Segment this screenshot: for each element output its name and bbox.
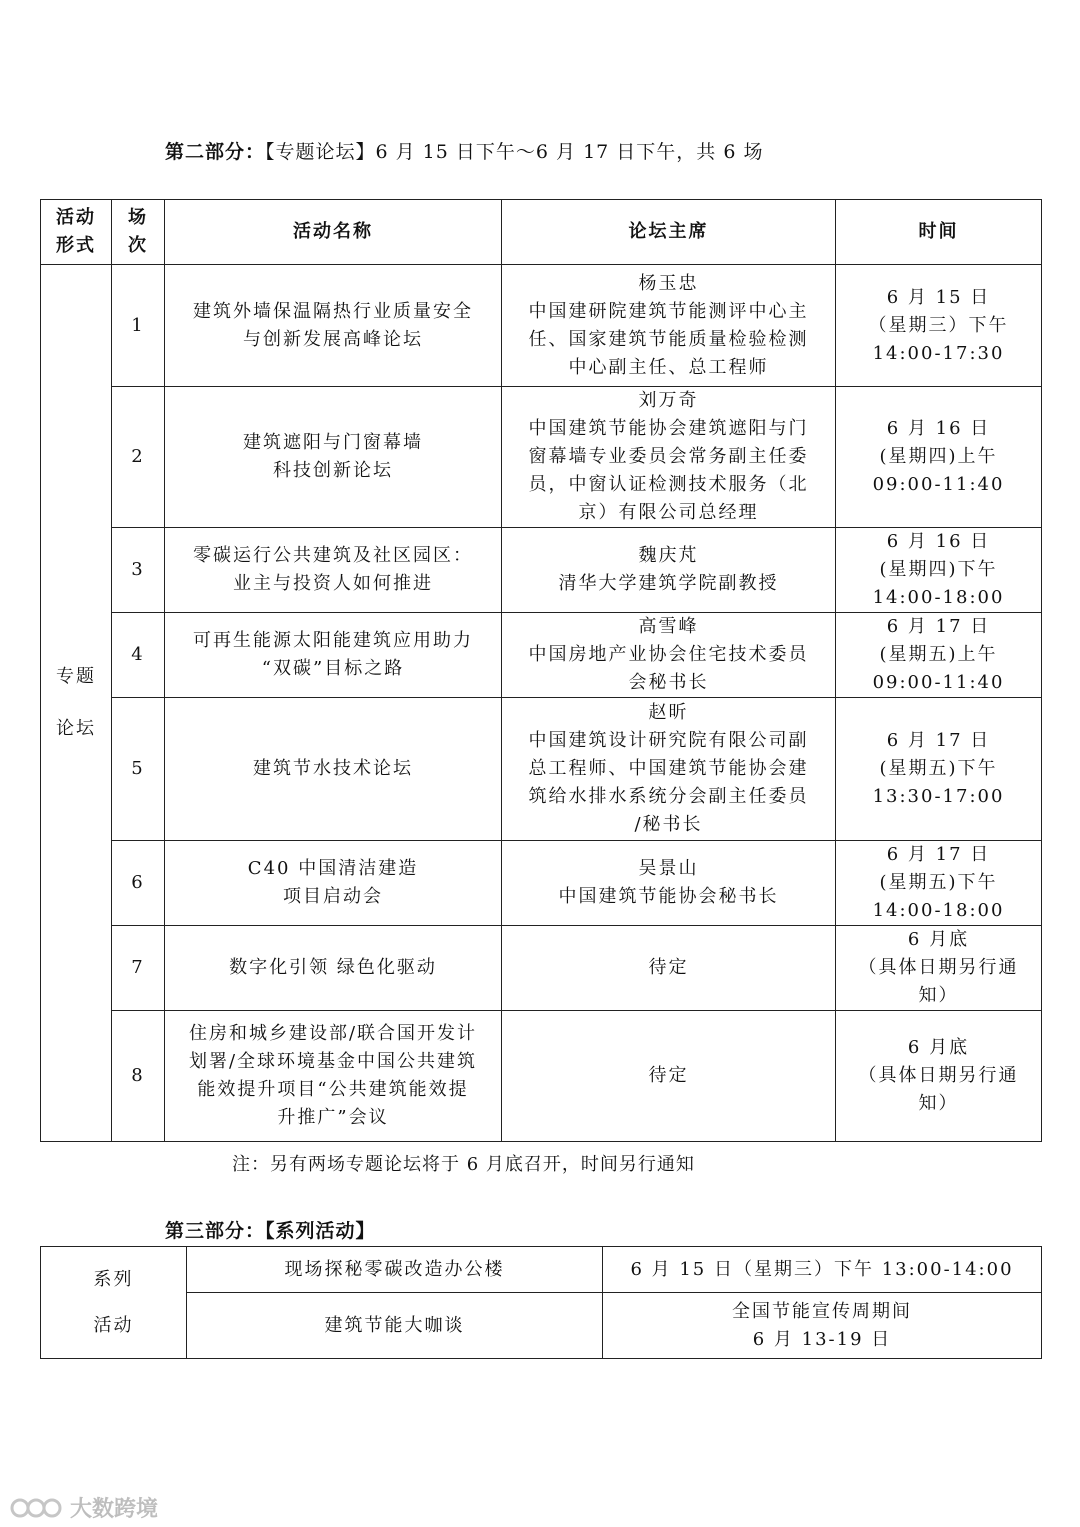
part3-label: 第三部分： [165,1220,266,1242]
forum-chair-cell-line: 窗幕墙专业委员会常务副主任委 [528,446,809,467]
forum-chair-cell [502,265,836,387]
header-session [112,200,165,265]
session-number: 2 [112,387,165,528]
session-number: 4 [112,613,165,698]
forum-header-row [41,200,1042,265]
forum-chair-cell [502,528,836,613]
forum-time-cell-line: 6 月 16 日 [886,531,991,552]
forum-name-cell [165,613,502,698]
forum-time-cell [836,926,1042,1011]
forum-form-line: 专题 [56,666,96,687]
forum-name-cell [165,926,502,1011]
forum-name-cell [165,265,502,387]
session-number: 8 [112,1011,165,1142]
forum-row [41,613,1042,698]
forum-chair-cell [502,1011,836,1142]
forum-time-cell-line: 13:30-17:00 [872,786,1005,807]
part2-label: 第二部分： [165,141,266,163]
series-row [41,1293,1042,1359]
forum-name-cell-line: 科技创新论坛 [273,460,393,481]
forum-time-cell-line: (星期四)下午 [879,559,998,580]
forum-time-cell-line: 09:00-11:40 [872,672,1005,693]
watermark-text: 大数跨境 [70,1497,159,1522]
forum-chair-cell-line: 中心副主任、总工程师 [568,356,769,378]
forum-time-cell [836,841,1042,926]
series-category-line: 系列 [93,1268,134,1290]
forum-name-cell [165,1011,502,1142]
series-time-line: 全国节能宣传周期间 [732,1300,912,1322]
forum-name-cell-line: 建筑遮阳与门窗幕墙 [243,432,423,453]
forum-time-cell-line: 09:00-11:40 [872,474,1005,495]
part3-heading [165,1216,376,1243]
series-row [41,1247,1042,1293]
series-category-line: 活动 [93,1314,134,1336]
session-number: 1 [112,265,165,387]
forum-chair-cell [502,613,836,698]
forum-time-cell-line: 6 月 16 日 [886,418,991,439]
session-number: 5 [112,698,165,841]
forum-chair-cell-line: 中国建筑设计研究院有限公司副 [528,730,809,751]
forum-note: 注：另有两场专题论坛将于 6 月底召开，时间另行通知 [232,1154,695,1175]
series-time [603,1247,1042,1293]
forum-time-cell-line: 6 月 17 日 [886,844,991,865]
forum-time-cell-line: (星期五)下午 [879,872,998,893]
forum-chair-cell [502,841,836,926]
session-number: 6 [112,841,165,926]
forum-chair-cell-line: 总工程师、中国建筑节能协会建 [528,758,809,779]
forum-name-cell-line: 与创新发展高峰论坛 [243,328,423,350]
forum-name-cell-line: C40 中国清洁建造 [247,858,419,879]
header-time: 时间 [836,200,1042,265]
forum-name-cell-line: 可再生能源太阳能建筑应用助力 [193,630,473,651]
forum-row [41,387,1042,528]
forum-form-cell [41,265,112,1142]
forum-row [41,698,1042,841]
forum-time-cell-line: 知） [918,985,959,1006]
header-name: 活动名称 [165,200,502,265]
forum-time-cell [836,698,1042,841]
forum-chair-cell-line: 员，中窗认证检测技术服务（北 [528,474,809,495]
watermark [10,1492,158,1523]
forum-chair-cell-line: /秘书长 [634,814,703,835]
forum-time-cell-line: 14:00-18:00 [872,900,1005,921]
forum-time-cell-line: （星期三）下午 [868,314,1009,336]
forum-time-cell-line: (星期五)下午 [879,758,998,779]
forum-chair-cell-line: 吴景山 [638,858,699,879]
forum-time-cell-line: 6 月底 [907,929,970,950]
header-form-line: 形式 [56,235,96,256]
part3-description: 【系列活动】 [265,1220,376,1242]
series-time-line: 6 月 13-19 日 [752,1328,892,1350]
forum-time-cell-line: （具体日期另行通 [858,1065,1019,1086]
forum-chair-cell-line: 中国房地产业协会住宅技术委员 [528,644,809,665]
forum-time-cell-line: 6 月底 [907,1037,970,1058]
forum-row [41,528,1042,613]
forum-time-cell-line: 14:00-18:00 [872,587,1005,608]
series-category-cell [41,1247,187,1359]
series-time-line: 6 月 15 日（星期三）下午 13:00-14:00 [630,1258,1014,1280]
forum-time-cell-line: （具体日期另行通 [858,957,1019,978]
header-session-line: 场 [128,207,148,228]
series-activity: 建筑节能大咖谈 [187,1293,603,1359]
forum-chair-cell-line: 中国建研院建筑节能测评中心主 [528,300,809,322]
forum-time-cell [836,613,1042,698]
forum-chair-cell-line: 清华大学建筑学院副教授 [558,573,779,594]
part2-heading [165,137,763,164]
forum-chair-cell-line: 魏庆芃 [638,545,699,566]
forum-chair-cell-line: 筑给水排水系统分会副主任委员 [528,786,809,807]
forum-chair-cell-line: 中国建筑节能协会秘书长 [558,886,779,907]
forum-name-cell-line: 零碳运行公共建筑及社区园区： [193,545,473,566]
forum-chair-cell-line: 赵昕 [648,702,689,723]
forum-name-cell-line: 升推广”会议 [277,1107,389,1128]
header-form-line: 活动 [56,207,96,228]
forum-row [41,926,1042,1011]
forum-time-cell-line: 14:00-17:30 [872,342,1005,364]
forum-name-cell-line: 能效提升项目“公共建筑能效提 [197,1079,469,1100]
header-session-line: 次 [128,235,148,256]
header-form [41,200,112,265]
forum-time-cell-line: 6 月 17 日 [886,730,991,751]
forum-time-cell-line: 知） [918,1093,959,1114]
forum-chair-cell [502,926,836,1011]
forum-chair-cell-line: 中国建筑节能协会建筑遮阳与门 [528,418,809,439]
forum-name-cell-line: 项目启动会 [283,886,383,907]
forum-name-cell-line: 建筑节水技术论坛 [253,758,413,779]
forum-chair-cell [502,387,836,528]
watermark-logo-icon [10,1495,66,1521]
forum-name-cell-line: 划署/全球环境基金中国公共建筑 [188,1051,478,1072]
part2-description: 【专题论坛】6 月 15 日下午～6 月 17 日下午，共 6 场 [265,141,764,163]
forum-name-cell [165,841,502,926]
series-table [40,1246,1042,1359]
forum-chair-cell-line: 任、国家建筑节能质量检验检测 [528,328,809,350]
session-number: 7 [112,926,165,1011]
series-time [603,1293,1042,1359]
forum-time-cell [836,528,1042,613]
forum-chair-cell-line: 刘万奇 [638,390,699,411]
forum-time-cell [836,265,1042,387]
forum-row [41,1011,1042,1142]
forum-row [41,841,1042,926]
forum-chair-cell-line: 会秘书长 [628,672,709,693]
forum-time-cell [836,387,1042,528]
forum-name-cell [165,387,502,528]
session-number: 3 [112,528,165,613]
series-activity: 现场探秘零碳改造办公楼 [187,1247,603,1293]
forum-name-cell-line: 住房和城乡建设部/联合国开发计 [188,1023,478,1044]
forum-time-cell [836,1011,1042,1142]
forum-name-cell-line: 业主与投资人如何推进 [233,573,433,594]
forum-name-cell [165,528,502,613]
forum-time-cell-line: (星期四)上午 [879,446,998,467]
forum-form-line: 论坛 [56,718,96,739]
forum-chair-cell-line: 京）有限公司总经理 [578,502,759,523]
forum-name-cell [165,698,502,841]
forum-chair-cell [502,698,836,841]
forum-name-cell-line: 建筑外墙保温隔热行业质量安全 [193,300,473,322]
forum-time-cell-line: 6 月 15 日 [886,286,991,308]
forum-name-cell-line: 数字化引领 绿色化驱动 [229,957,437,978]
forum-row [41,265,1042,387]
forum-time-cell-line: (星期五)上午 [879,644,998,665]
forum-chair-cell-line: 杨玉忠 [638,272,699,294]
forum-chair-cell-line: 待定 [648,957,689,978]
forum-table [40,199,1042,1142]
forum-chair-cell-line: 待定 [648,1065,689,1086]
header-chair: 论坛主席 [502,200,836,265]
forum-name-cell-line: “双碳”目标之路 [261,658,405,679]
forum-time-cell-line: 6 月 17 日 [886,616,991,637]
forum-chair-cell-line: 高雪峰 [638,616,699,637]
